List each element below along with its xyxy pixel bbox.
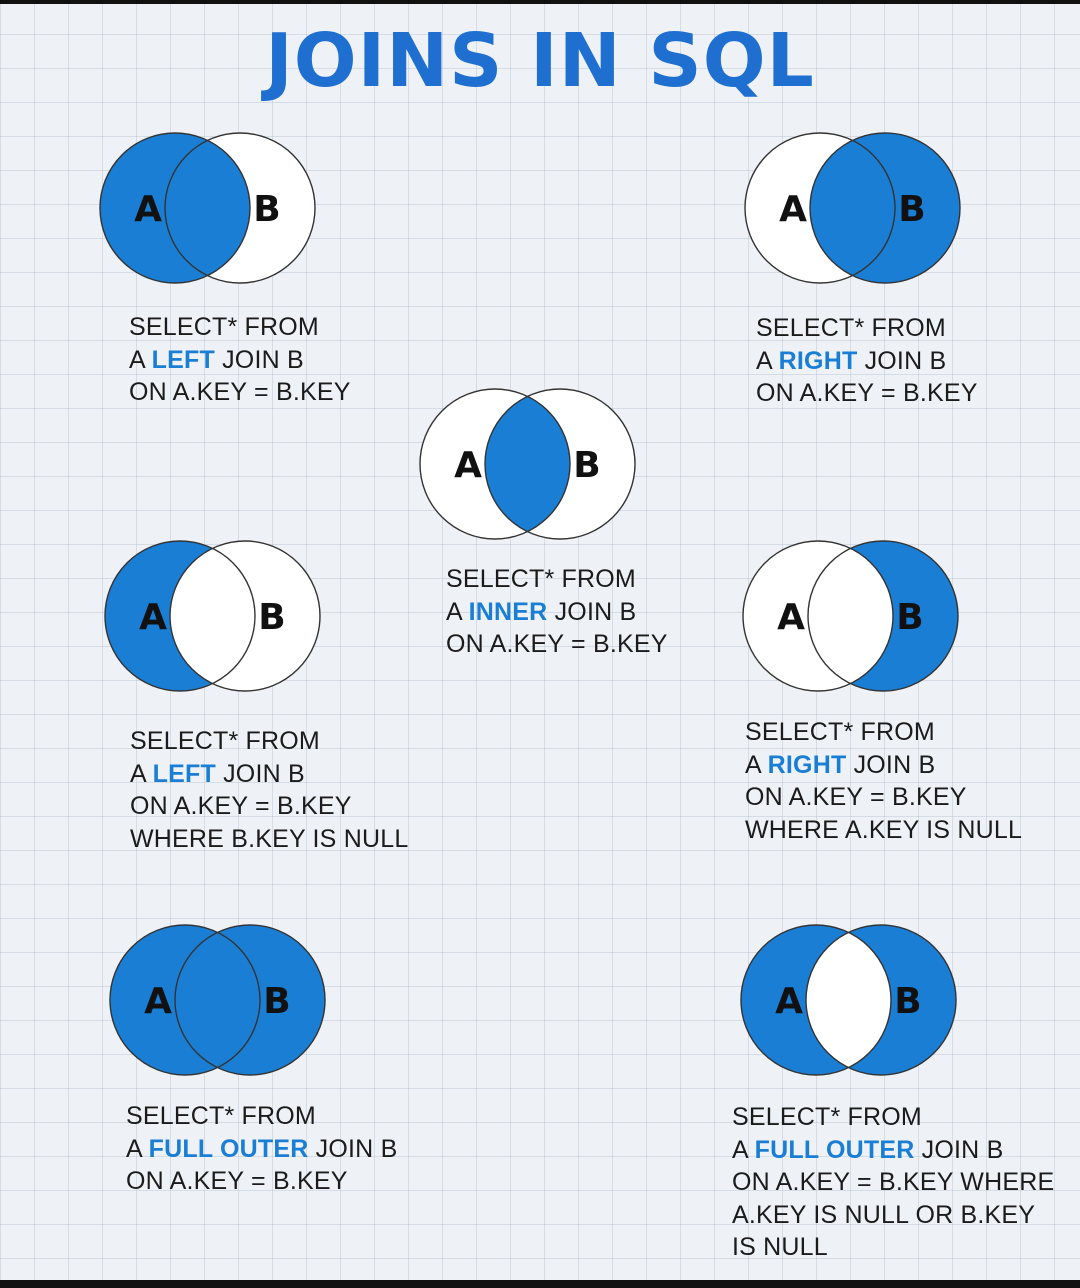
venn-diagram xyxy=(745,133,960,283)
sql-line: ON A.KEY = B.KEY WHERE xyxy=(732,1168,1055,1196)
label-a: A xyxy=(139,597,167,638)
venn-diagram xyxy=(741,925,956,1075)
sql-line: ON A.KEY = B.KEY xyxy=(130,792,352,820)
venn-full-outer-join xyxy=(110,925,325,1075)
sql-text: A xyxy=(745,750,768,779)
sql-text: JOIN B xyxy=(215,759,305,788)
sql-line: SELECT* FROM xyxy=(130,727,320,755)
sql-left-join xyxy=(129,311,351,409)
sql-text: A xyxy=(732,1135,755,1164)
label-b: B xyxy=(896,597,924,638)
sql-text: A xyxy=(446,597,469,626)
venn-inner-join xyxy=(420,389,635,539)
venn-diagram xyxy=(743,541,958,691)
sql-text: JOIN B xyxy=(547,597,637,626)
label-a: A xyxy=(775,981,803,1022)
sql-keyword: FULL OUTER xyxy=(148,1134,309,1163)
sql-right-join-exclusive xyxy=(745,716,1022,846)
label-b: B xyxy=(573,445,601,486)
circle-b-base xyxy=(170,541,320,691)
sql-line: SELECT* FROM xyxy=(745,718,935,746)
venn-diagram xyxy=(110,925,325,1075)
bottom-border xyxy=(0,1280,1080,1288)
page-title: JOINS IN SQL xyxy=(265,18,815,104)
sql-text: JOIN B xyxy=(214,345,304,374)
sql-text: JOIN B xyxy=(857,346,947,375)
sql-full-outer-join-exclusive xyxy=(732,1101,1054,1264)
sql-keyword: FULL OUTER xyxy=(754,1135,915,1164)
sql-keyword: LEFT xyxy=(151,345,215,374)
sql-text: A xyxy=(130,759,153,788)
sql-line xyxy=(446,596,668,629)
venn-full-outer-join-exclusive xyxy=(741,925,956,1075)
sql-text: A xyxy=(756,346,779,375)
venn-diagram xyxy=(105,541,320,691)
sql-line: SELECT* FROM xyxy=(129,313,319,341)
sql-text: JOIN B xyxy=(914,1135,1004,1164)
sql-inner-join xyxy=(446,563,668,661)
sql-left-join-exclusive xyxy=(130,725,408,855)
venn-diagram xyxy=(420,389,635,539)
sql-text: A xyxy=(129,345,152,374)
venn-right-join-exclusive xyxy=(743,541,958,691)
sql-line xyxy=(126,1133,397,1166)
label-a: A xyxy=(144,981,172,1022)
label-b: B xyxy=(263,981,291,1022)
sql-line xyxy=(745,749,1022,782)
sql-line: SELECT* FROM xyxy=(756,314,946,342)
sql-line: ON A.KEY = B.KEY xyxy=(756,379,978,407)
sql-keyword: RIGHT xyxy=(767,750,847,779)
sql-full-outer-join xyxy=(126,1100,397,1198)
sql-line: WHERE B.KEY IS NULL xyxy=(130,824,409,853)
venn-left-join-exclusive xyxy=(105,541,320,691)
sql-text: JOIN B xyxy=(308,1134,398,1163)
venn-diagram xyxy=(100,133,315,283)
label-a: A xyxy=(454,445,482,486)
sql-keyword: INNER xyxy=(468,597,548,626)
label-b: B xyxy=(894,981,922,1022)
sql-line: ON A.KEY = B.KEY xyxy=(129,378,351,406)
sql-line: SELECT* FROM xyxy=(126,1102,316,1130)
sql-line: ON A.KEY = B.KEY xyxy=(446,630,668,658)
label-a: A xyxy=(777,597,805,638)
sql-keyword: LEFT xyxy=(152,759,216,788)
sql-line xyxy=(756,345,978,378)
label-a: A xyxy=(779,189,807,230)
sql-line: ON A.KEY = B.KEY xyxy=(745,783,967,811)
sql-line: SELECT* FROM xyxy=(732,1103,922,1131)
sql-text: JOIN B xyxy=(846,750,936,779)
sql-right-join xyxy=(756,312,978,410)
sql-line xyxy=(732,1134,1054,1167)
label-b: B xyxy=(253,189,281,230)
sql-line xyxy=(130,758,408,791)
label-b: B xyxy=(258,597,286,638)
sql-line: SELECT* FROM xyxy=(446,565,636,593)
venn-left-join xyxy=(100,133,315,283)
sql-line xyxy=(129,344,351,377)
sql-text: A xyxy=(126,1134,149,1163)
sql-line: A.KEY IS NULL OR B.KEY xyxy=(732,1200,1036,1229)
top-border xyxy=(0,0,1080,4)
sql-line: ON A.KEY = B.KEY xyxy=(126,1167,348,1195)
label-b: B xyxy=(898,189,926,230)
sql-line: IS NULL xyxy=(732,1233,828,1261)
sql-line: WHERE A.KEY IS NULL xyxy=(745,815,1023,844)
label-a: A xyxy=(134,189,162,230)
venn-right-join xyxy=(745,133,960,283)
sql-keyword: RIGHT xyxy=(778,346,858,375)
